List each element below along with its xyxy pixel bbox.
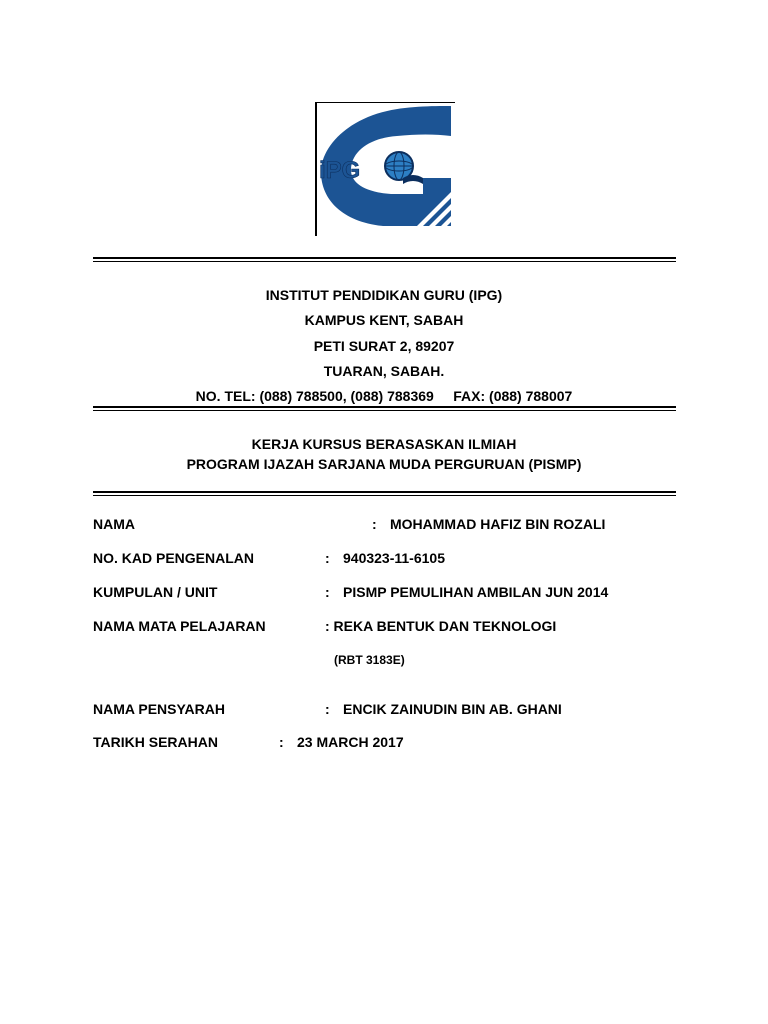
kad-separator: : xyxy=(325,550,330,566)
nama-separator: : xyxy=(372,516,377,532)
kad-label: NO. KAD PENGENALAN xyxy=(93,550,255,566)
nama-value: MOHAMMAD HAFIZ BIN ROZALI xyxy=(390,516,606,532)
institution-name: INSTITUT PENDIDIKAN GURU (IPG) xyxy=(265,287,503,303)
institution-contact: NO. TEL: (088) 788500, (088) 788369 FAX: (088) 788007 xyxy=(195,388,573,404)
subjek-label: NAMA MATA PELAJARAN xyxy=(93,618,266,634)
lower-rule-thin xyxy=(93,495,676,496)
institution-po-box: PETI SURAT 2, 89207 xyxy=(313,338,455,354)
nama-label: NAMA xyxy=(93,516,135,532)
ipg-logo xyxy=(313,102,455,236)
middle-rule-thin xyxy=(93,410,676,411)
ipg-globe-logo-icon xyxy=(313,102,455,236)
logo-text: iPG xyxy=(319,157,361,184)
top-rule xyxy=(93,257,676,259)
subjek-value: : REKA BENTUK DAN TEKNOLOGI xyxy=(325,618,557,634)
institution-city: TUARAN, SABAH. xyxy=(323,363,445,379)
kad-value: 940323-11-6105 xyxy=(343,550,445,566)
kumpulan-value: PISMP PEMULIHAN AMBILAN JUN 2014 xyxy=(343,584,609,600)
kumpulan-label: KUMPULAN / UNIT xyxy=(93,584,218,600)
middle-rule xyxy=(93,406,676,408)
tarikh-label: TARIKH SERAHAN xyxy=(93,734,218,750)
top-rule-thin xyxy=(93,261,676,262)
kumpulan-separator: : xyxy=(325,584,330,600)
pensyarah-label: NAMA PENSYARAH xyxy=(93,701,225,717)
pensyarah-value: ENCIK ZAINUDIN BIN AB. GHANI xyxy=(343,701,562,717)
tarikh-separator: : xyxy=(279,734,284,750)
lower-rule xyxy=(93,491,676,493)
tarikh-value: 23 MARCH 2017 xyxy=(297,734,404,750)
subjek-code: (RBT 3183E) xyxy=(334,653,405,667)
program-title: PROGRAM IJAZAH SARJANA MUDA PERGURUAN (PISMP) xyxy=(186,456,582,472)
institution-campus: KAMPUS KENT, SABAH xyxy=(304,312,464,328)
coursework-title: KERJA KURSUS BERASASKAN ILMIAH xyxy=(251,436,517,452)
pensyarah-separator: : xyxy=(325,701,330,717)
